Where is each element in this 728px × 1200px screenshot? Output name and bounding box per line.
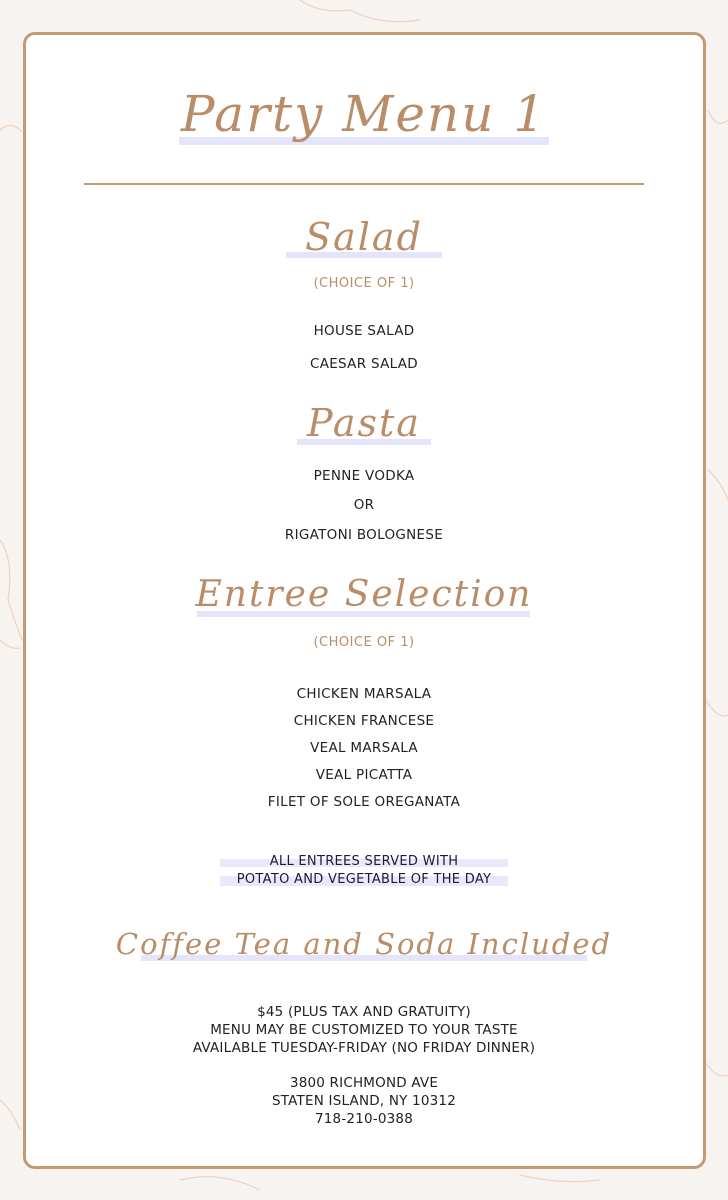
salad-heading: Salad <box>305 215 423 259</box>
customize-text: MENU MAY BE CUSTOMIZED TO YOUR TASTE <box>210 1022 518 1038</box>
entree-note: POTATO AND VEGETABLE OF THE DAY <box>236 872 492 887</box>
address-line: 3800 RICHMOND AVE <box>289 1075 439 1091</box>
availability-text: AVAILABLE TUESDAY-FRIDAY (NO FRIDAY DINNER) <box>192 1040 536 1056</box>
beverages-heading: Coffee Tea and Soda Included <box>115 927 613 961</box>
entree-note: ALL ENTREES SERVED WITH <box>269 854 459 869</box>
entree-item: VEAL MARSALA <box>310 740 418 756</box>
entree-item: VEAL PICATTA <box>315 767 413 783</box>
price-text: $45 (PLUS TAX AND GRATUITY) <box>257 1004 471 1020</box>
salad-item: CAESAR SALAD <box>309 356 419 372</box>
pasta-or-text: OR <box>353 497 375 513</box>
entree-choice-note: (CHOICE OF 1) <box>313 635 415 650</box>
entree-heading: Entree Selection <box>195 574 533 615</box>
salad-item: HOUSE SALAD <box>313 323 415 339</box>
address-line: STATEN ISLAND, NY 10312 <box>272 1093 456 1109</box>
entree-item: FILET OF SOLE OREGANATA <box>267 794 461 810</box>
entree-item: CHICKEN FRANCESE <box>293 713 435 729</box>
pasta-item: PENNE VODKA <box>313 468 415 484</box>
entree-item: CHICKEN MARSALA <box>296 686 432 702</box>
title-divider <box>84 183 644 185</box>
menu-title: Party Menu 1 <box>180 85 548 143</box>
phone-number: 718-210-0388 <box>314 1111 414 1127</box>
pasta-item: RIGATONI BOLOGNESE <box>284 527 444 543</box>
salad-choice-note: (CHOICE OF 1) <box>313 276 415 291</box>
pasta-heading: Pasta <box>307 401 421 445</box>
